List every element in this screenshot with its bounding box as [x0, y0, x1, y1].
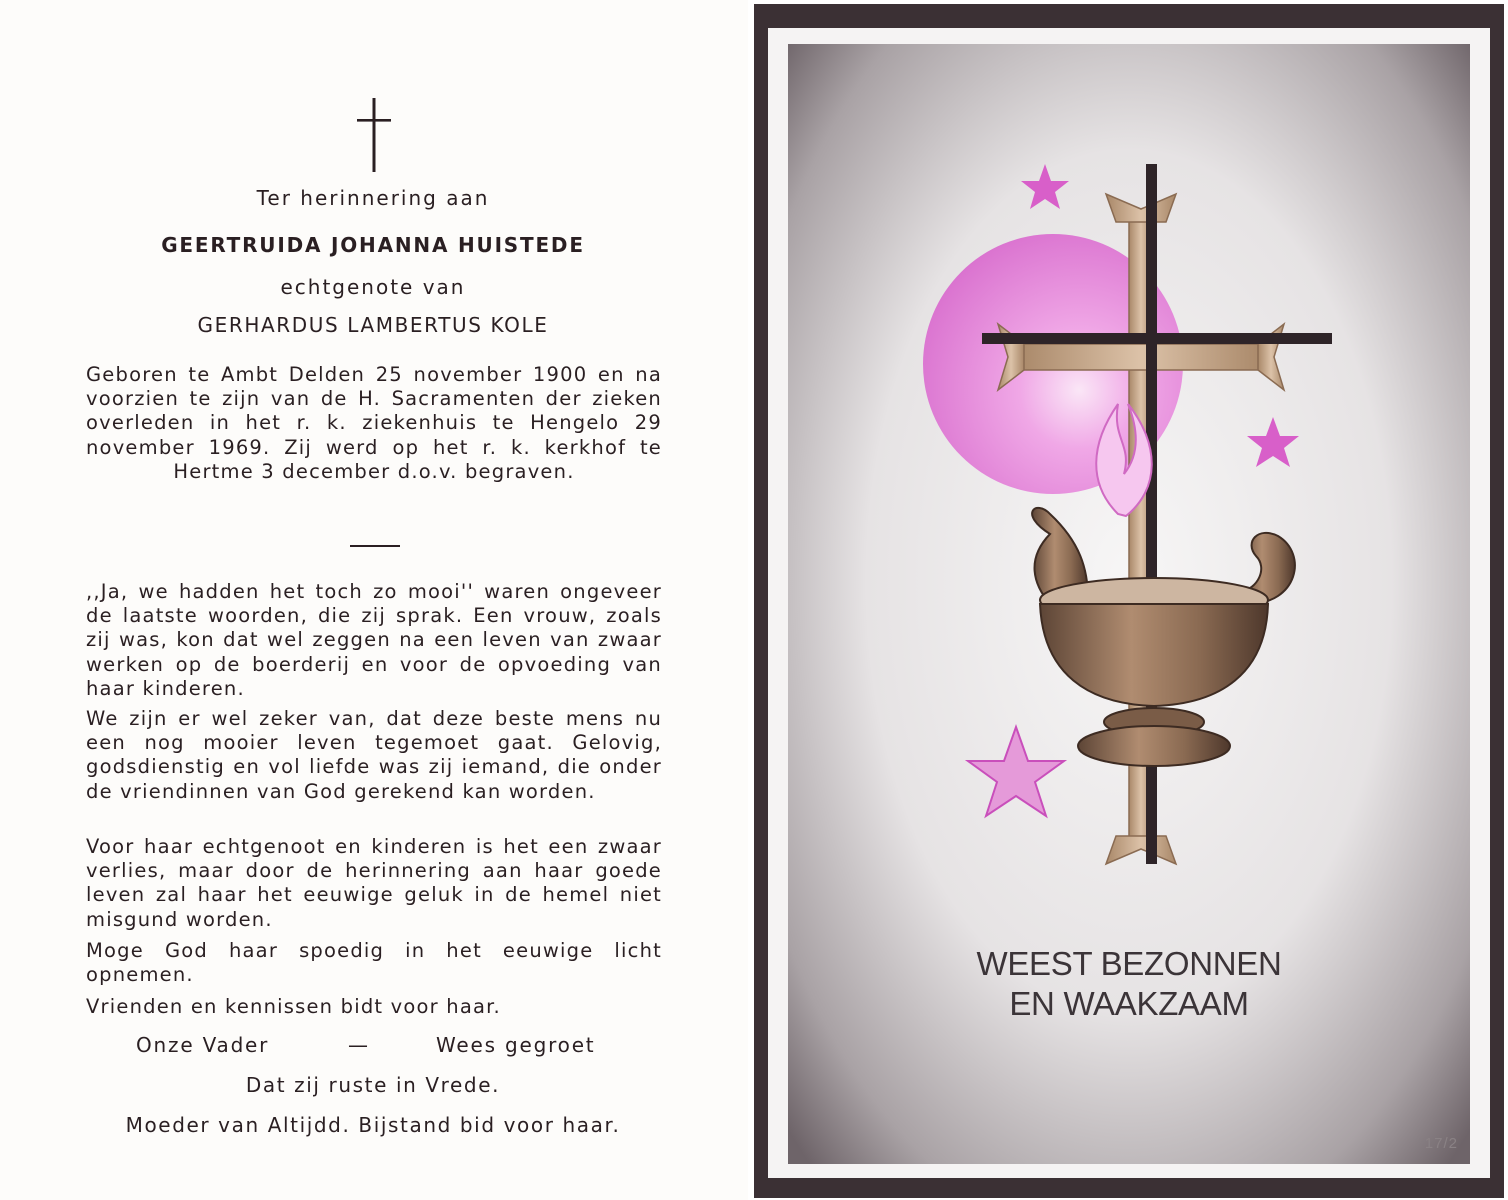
spouse-name: GERHARDUS LAMBERTUS KOLE	[197, 313, 549, 337]
memorial-paragraph: ,,Ja, we hadden het toch zo mooi'' waren ongeveer de laatste woorden, die zij sprak. Een vrouw, zoals zij was, kon dat wel zeggen na een leven van zwaar werken op de boerderij en voor de opvoeding van haar kinderen.	[86, 580, 662, 700]
memorial-paragraph: Vrienden en kennissen bidt voor haar.	[86, 995, 501, 1018]
cross-icon	[357, 98, 391, 172]
prayer-first: Onze Vader	[136, 1033, 270, 1057]
rest-in-peace-line: Dat zij ruste in Vrede.	[245, 1073, 501, 1097]
prayer-second: Wees gegroet	[436, 1033, 596, 1057]
intro-text: Ter herinnering aan	[256, 186, 490, 210]
motto-line: EN WAAKZAAM	[1009, 985, 1249, 1022]
motto-line: WEEST BEZONNEN	[976, 945, 1282, 982]
memorial-paragraph: Voor haar echtgenoot en kinderen is het een zwaar verlies, maar door de herinnering aan haar goede leven zal haar het eeuwige geluk in de hemel niet misgund worden.	[86, 835, 662, 931]
motto-text	[788, 944, 1470, 1024]
biography-paragraph: Geboren te Ambt Delden 25 november 1900 en na voorzien te zijn van de H. Sacramenten der zieken overleden in het r. k. ziekenhuis te Hengelo 29 november 1969. Zij werd op het r. k. kerkhof te Hertme 3 december d.o.v. begraven.	[86, 363, 662, 483]
edition-mark: 17/2	[1424, 1135, 1458, 1152]
prayer-separator: —	[348, 1033, 370, 1057]
memorial-image-card	[754, 4, 1504, 1198]
image-card-frame	[768, 28, 1490, 1178]
memorial-text-card	[0, 0, 748, 1200]
closing-line: Moeder van Altijdd. Bijstand bid voor haar.	[125, 1113, 621, 1137]
memorial-paragraph: Moge God haar spoedig in het eeuwige licht opnemen.	[86, 939, 662, 987]
divider	[350, 545, 400, 547]
relation-text: echtgenote van	[280, 275, 466, 299]
deceased-name: GEERTRUIDA JOHANNA HUISTEDE	[161, 233, 585, 257]
devotional-illustration	[788, 44, 1470, 1164]
prayer-row	[80, 1033, 666, 1061]
memorial-paragraph: We zijn er wel zeker van, dat deze beste mens nu een nog mooier leven tegemoet gaat. Gelovig, godsdienstig en vol liefde was zij iemand, die onder de vriendinnen van God gerekend kan worden.	[86, 707, 662, 803]
